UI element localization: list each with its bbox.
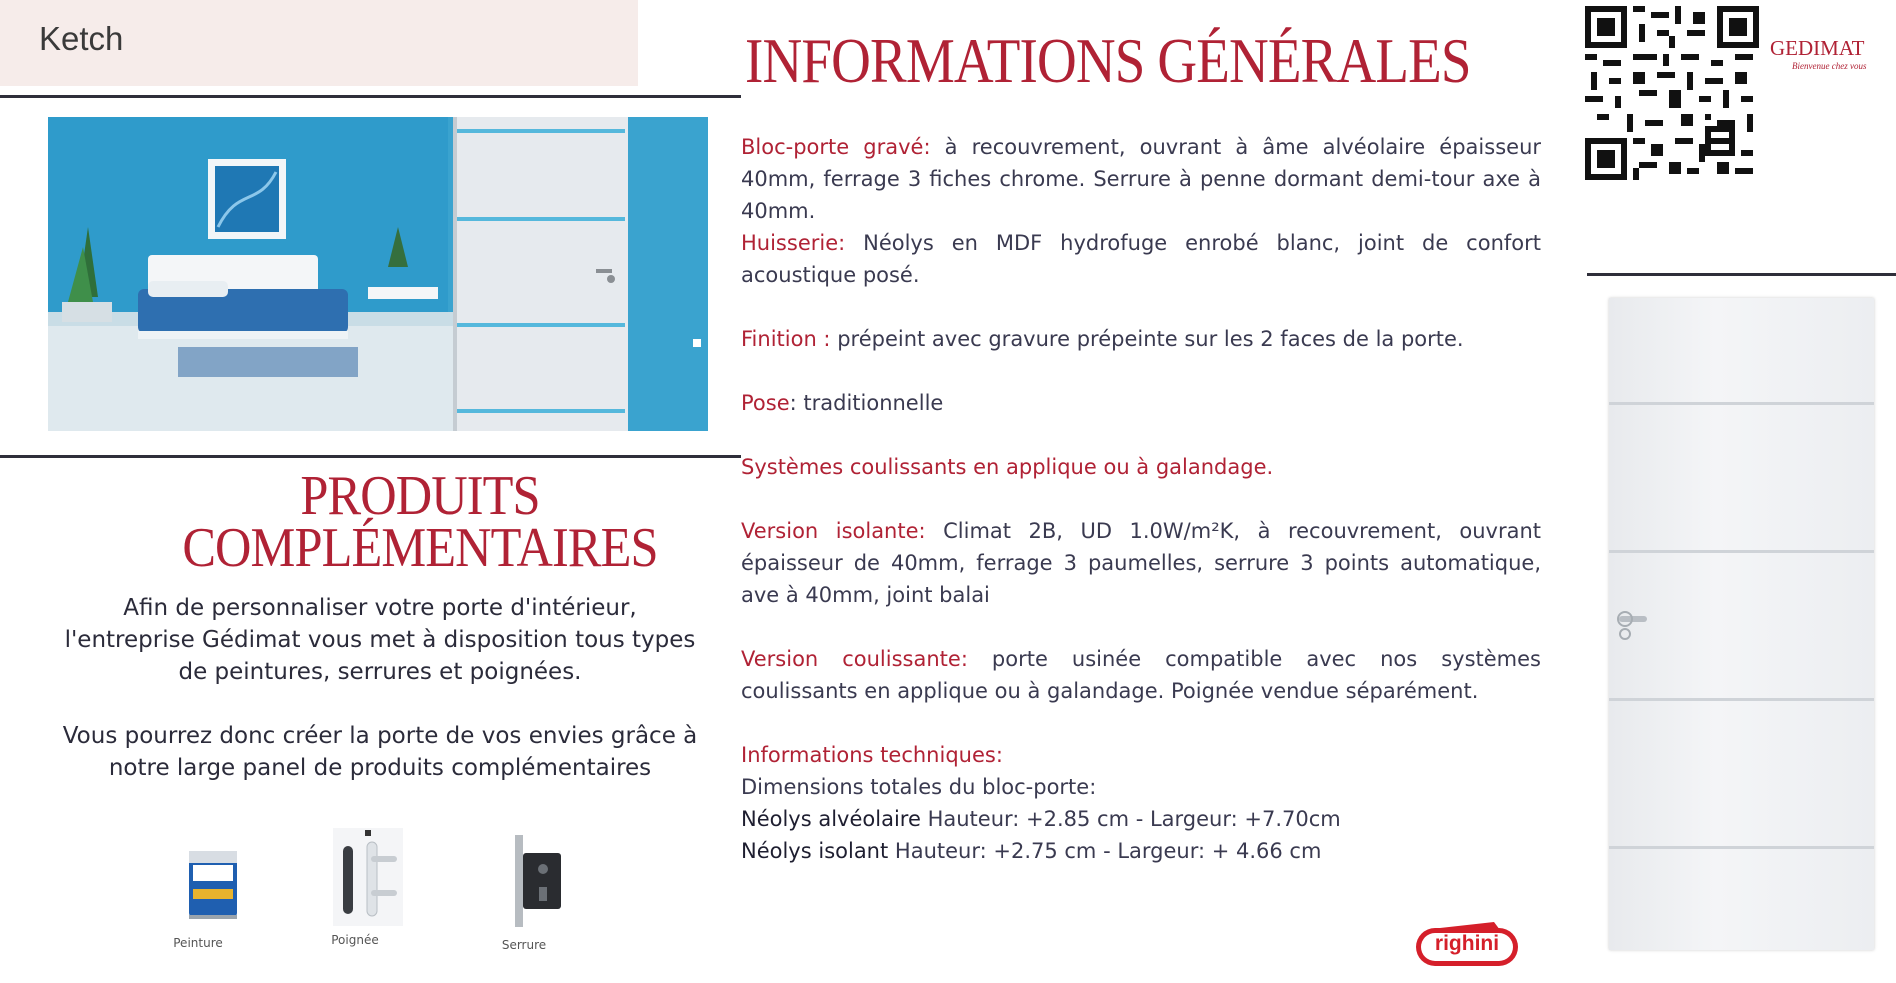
produits-paragraph-1: Afin de personnaliser votre porte d'intérieur, l'entreprise Gédimat vous met à disposition tous types de peintures, serrures et poignées.: [64, 595, 696, 685]
door-groove: [1609, 846, 1874, 849]
produits-heading: [130, 465, 710, 579]
produits-heading-line1: PRODUITS: [300, 465, 540, 527]
info-bloc-porte: [741, 131, 1541, 227]
isolant-label: Néolys isolant: [741, 839, 889, 863]
info-tech-label: Informations techniques:: [741, 743, 1003, 767]
finition-text: prépeint avec gravure prépeinte sur les 2 faces de la porte.: [830, 327, 1464, 351]
coulissante-label: Version coulissante:: [741, 647, 968, 671]
door-groove: [1609, 550, 1874, 553]
product-item-poignee: [295, 828, 415, 947]
product-item-peinture: [138, 845, 258, 950]
info-version-coulissante: [741, 643, 1541, 707]
isolant-text: Hauteur: +2.75 cm - Largeur: + 4.66 cm: [888, 839, 1322, 863]
qr-code[interactable]: [1585, 6, 1759, 180]
bloc-porte-label: Bloc-porte gravé:: [741, 135, 931, 159]
gedimat-logo: [1770, 36, 1870, 80]
produits-paragraph-2: Vous pourrez donc créer la porte de vos envies grâce à notre large panel de produits complémentaires: [62, 723, 698, 781]
document-title-box: [0, 0, 638, 86]
alveolaire-label: Néolys alvéolaire: [741, 807, 921, 831]
door-groove: [1609, 402, 1874, 405]
document-title: Ketch: [39, 20, 124, 57]
info-systemes: Systèmes coulissants en applique ou à galandage.: [741, 455, 1274, 479]
pose-text: : traditionnelle: [789, 391, 944, 415]
gedimat-logo-text: GEDIMAT: [1770, 36, 1865, 60]
alveolaire-text: Hauteur: +2.85 cm - Largeur: +7.70cm: [920, 807, 1341, 831]
product-label-peinture: Peinture: [173, 936, 223, 950]
product-label-serrure: Serrure: [501, 938, 547, 952]
divider-top: [0, 95, 741, 98]
divider-right: [1587, 273, 1896, 276]
bloc-porte-text: à recouvrement, ouvrant à âme alvéolaire épaisseur 40mm, ferrage 3 fiches chrome. Serrure à penne dormant demi-tour axe à 40mm.: [741, 135, 1542, 223]
info-pose: [741, 387, 1541, 419]
coulissante-text: porte usinée compatible avec nos systèmes coulissants en applique ou à galandage. Poignée vendue séparément.: [741, 647, 1541, 703]
paint-can-icon: [183, 845, 243, 923]
huisserie-label: Huisserie:: [741, 231, 846, 255]
isolante-label: Version isolante:: [741, 519, 926, 543]
info-isolant: [741, 835, 1541, 867]
info-version-isolante: [741, 515, 1541, 611]
room-photo: [48, 117, 708, 431]
door-handle-icon: [1613, 610, 1649, 646]
lock-icon: [509, 833, 569, 931]
info-huisserie: [741, 227, 1541, 291]
product-label-poignee: Poignée: [331, 933, 379, 947]
product-item-serrure: [464, 833, 584, 952]
isolante-text: Climat 2B, UD 1.0W/m²K, à recouvrement, ouvrant épaisseur de 40mm, ferrage 3 paumelles, serrure 3 points automatique, ave à 40mm, joint balai: [741, 519, 1542, 607]
door-handle-icon: [333, 828, 403, 926]
gedimat-tagline: Bienvenue chez vous: [1792, 61, 1867, 71]
produits-heading-line2: COMPLÉMENTAIRES: [182, 517, 658, 579]
door-groove: [1609, 698, 1874, 701]
divider-middle: [0, 455, 741, 458]
info-heading: INFORMATIONS GÉNÉRALES: [745, 25, 1471, 96]
info-dimensions: Dimensions totales du bloc-porte:: [741, 775, 1097, 799]
door-product-photo: [1609, 298, 1874, 950]
pose-label: Pose: [741, 391, 790, 415]
info-finition: [741, 323, 1541, 355]
finition-label: Finition :: [741, 327, 831, 351]
info-alveolaire: [741, 803, 1541, 835]
righini-logo: [1412, 918, 1522, 970]
righini-logo-text: righini: [1434, 932, 1500, 955]
huisserie-text: Néolys en MDF hydrofuge enrobé blanc, joint de confort acoustique posé.: [741, 231, 1541, 287]
